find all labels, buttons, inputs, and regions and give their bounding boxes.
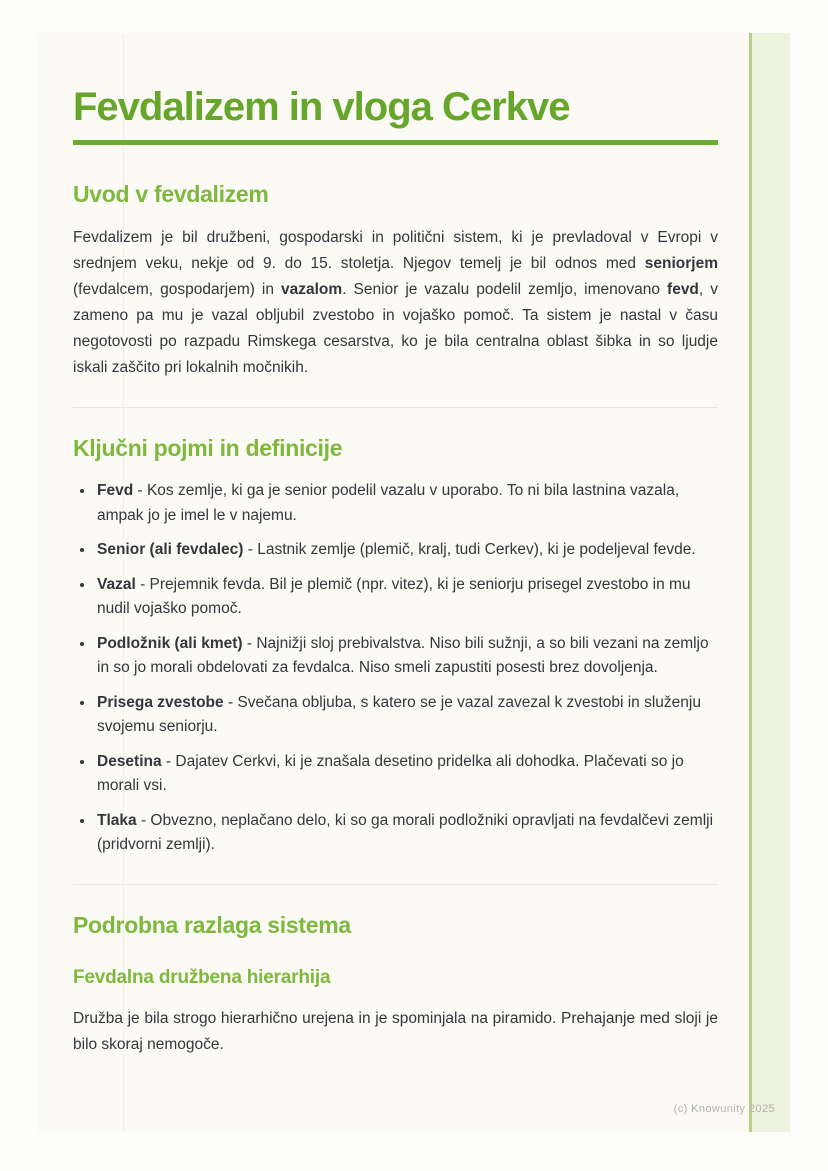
section-divider [73,884,718,885]
key-term-item [95,809,718,858]
section-heading-key-terms: Ključni pojmi in definicije [73,435,343,461]
key-term-name: Podložnik (ali kmet) [97,634,243,652]
key-term-definition: - Dajatev Cerkvi, ki je znašala desetino pridelka ali dohodka. Plačevati so jo morali vsi. [97,752,684,794]
key-term-name: Desetina [97,752,162,770]
intro-text-segment: (fevdalcem, gospodarjem) in [73,281,282,298]
section-divider [73,407,718,408]
key-terms-list [77,479,718,858]
key-term-item [95,691,718,740]
key-term-definition: - Lastnik zemlje (plemič, kralj, tudi Cerkev), ki je podeljeval fevde. [243,541,696,558]
key-term-name: Senior (ali fevdalec) [97,541,244,558]
key-term-item [95,750,718,799]
details-paragraph: Družba je bila strogo hierarhično urejena in je spominjala na piramido. Prehajanje med sloji je bilo skoraj nemogoče. [73,1009,718,1053]
intro-bold-term: seniorjem [644,255,718,272]
page-content [37,33,790,1058]
title-underline-rule [73,140,718,145]
key-term-definition: - Kos zemlje, ki ga je senior podelil vazalu v uporabo. To ni bila lastnina vazala, ampak jo je imel le v najemu. [97,482,680,524]
intro-paragraph [73,225,718,381]
document-page [37,33,790,1132]
copyright-watermark: (c) Knowunity 2025 [673,1103,775,1115]
intro-bold-term: vazalom [281,281,343,298]
key-term-name: Fevd [97,482,134,499]
key-term-item [95,538,718,563]
section-heading-intro: Uvod v fevdalizem [73,181,269,207]
intro-bold-term: fevd [667,281,699,298]
key-term-name: Tlaka [97,811,137,829]
key-term-definition: - Prejemnik fevda. Bil je plemič (npr. vitez), ki je seniorju prisegel zvestobo in mu nudil vojaško pomoč. [97,575,691,617]
section-heading-details: Podrobna razlaga sistema [73,911,351,938]
intro-text-segment: , v zameno pa mu je vazal obljubil zvestobo in vojaško pomoč. Ta sistem je nastal v času negotovosti po razpadu Rimskega cesarstva, ko je bila centralna oblast šibka in so ljudje iskali zaščito pri lokalnih močnikih. [73,281,718,376]
key-term-definition: - Svečana obljuba, s katero se je vazal zavezal k zvestobi in služenju svojemu seniorju. [97,693,701,735]
key-term-item [95,632,718,681]
subsection-heading-hierarchy: Fevdalna družbena hierarhija [73,966,331,988]
key-term-name: Vazal [97,575,136,593]
document-title: Fevdalizem in vloga Cerkve [73,85,570,129]
intro-text-segment: Fevdalizem je bil družbeni, gospodarski in politični sistem, ki je prevladoval v Evropi v srednjem veku, nekje od 9. do 15. stoletja. Njegov temelj je bil odnos med [73,229,718,272]
key-term-definition: - Obvezno, neplačano delo, ki so ga morali podložniki opravljati na fevdalčevi zemlji (pridvorni zemlji). [97,811,714,853]
key-term-item [95,479,718,528]
key-term-name: Prisega zvestobe [97,693,224,711]
key-term-definition: - Najnižji sloj prebivalstva. Niso bili sužnji, a so bili vezani na zemljo in so jo morali obdelovati za fevdalca. Niso smeli zapustiti posesti brez dovoljenja. [97,634,709,676]
key-term-item [95,573,718,622]
intro-text-segment: . Senior je vazalu podelil zemljo, imenovano [342,281,668,298]
